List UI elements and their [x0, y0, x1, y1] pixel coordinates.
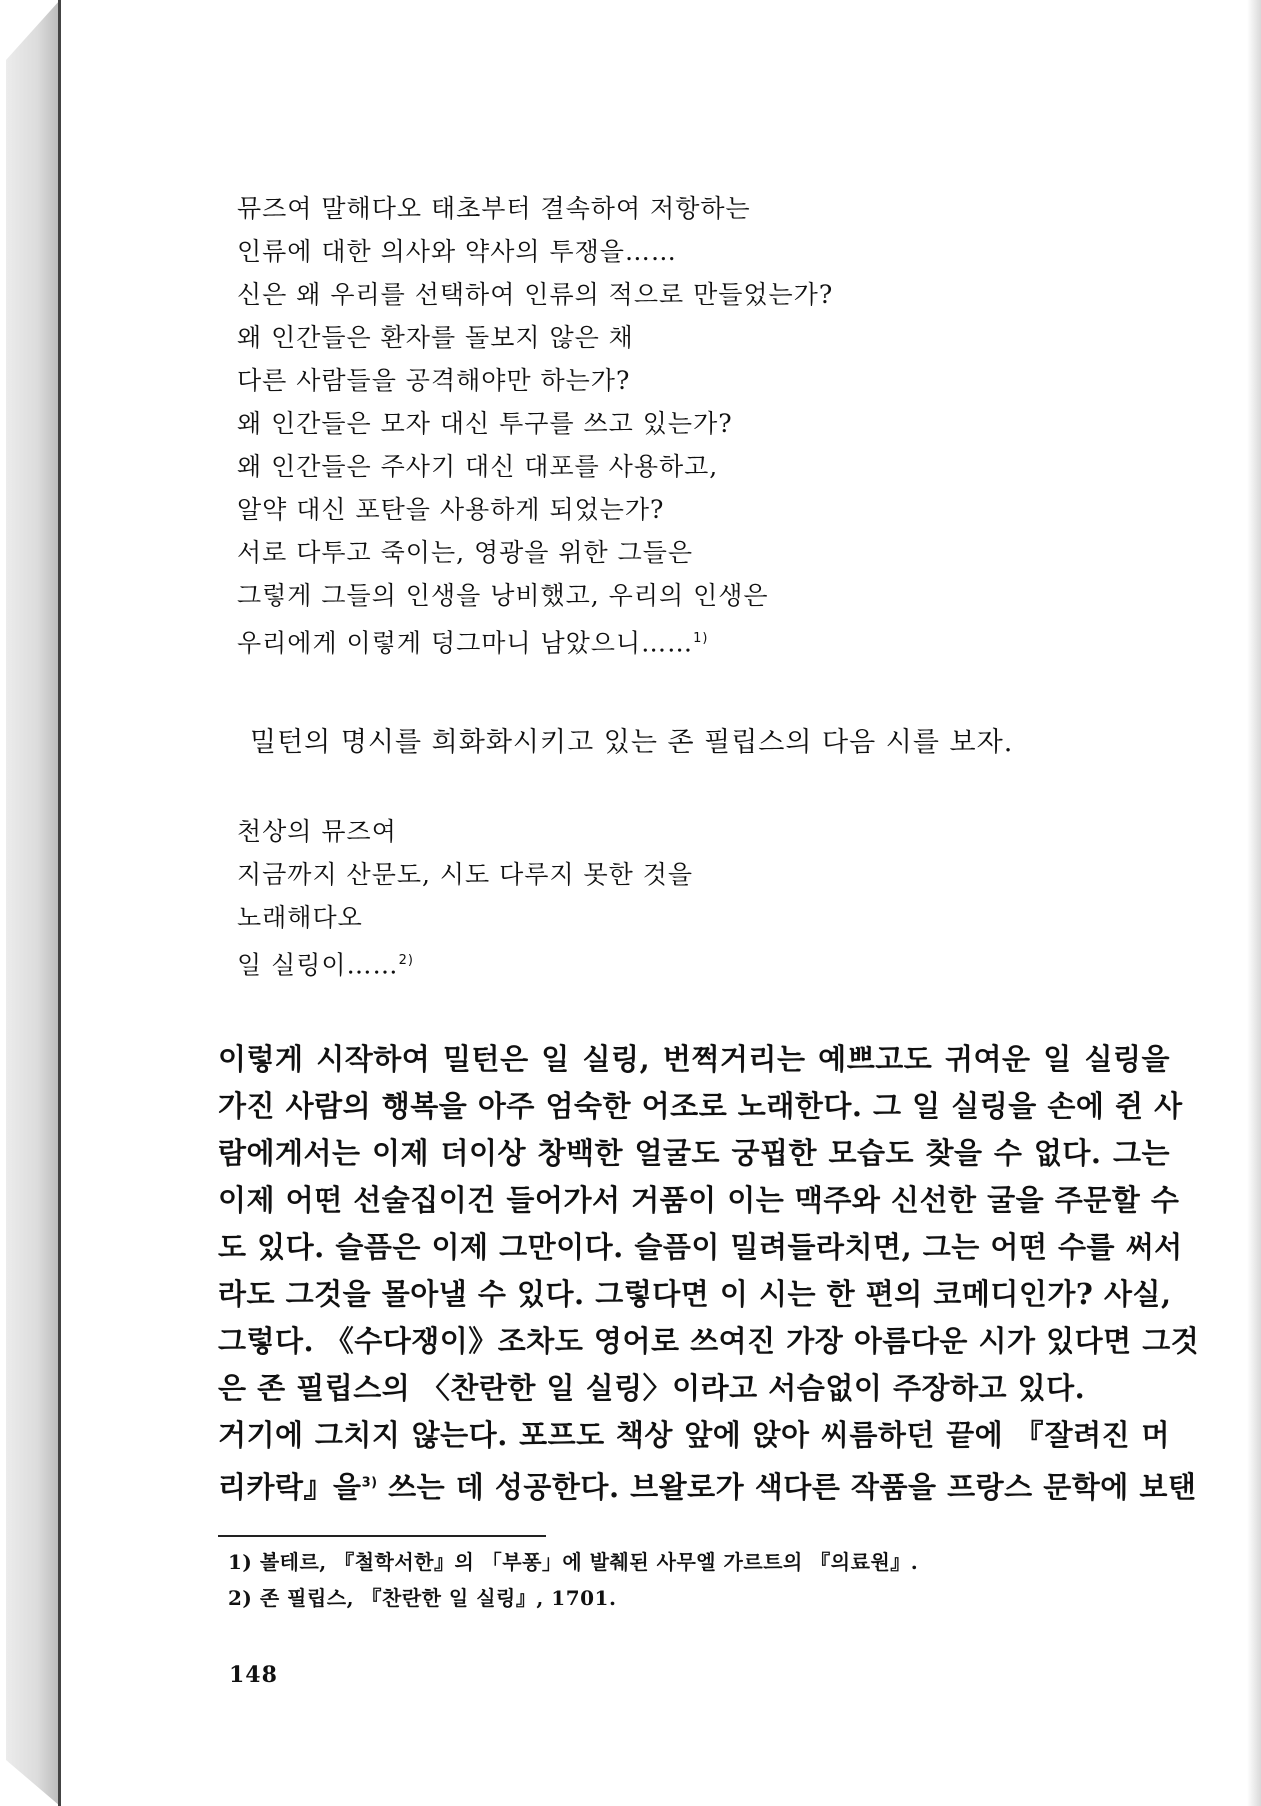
body-line: 이제 어떤 선술집이건 들어가서 거품이 이는 맥주와 신선한 굴을 주문할 수 — [218, 1183, 1180, 1217]
poem-line: 노래해다오 — [237, 903, 363, 932]
poem-line: 그렇게 그들의 인생을 낭비했고, 우리의 인생은 — [237, 581, 769, 610]
footnote-divider — [218, 1535, 546, 1537]
footnote-2: 2) 존 필립스, 『찬란한 일 실링』, 1701. — [228, 1586, 617, 1610]
book-edge — [6, 0, 60, 1806]
body-line: 라도 그것을 몰아낼 수 있다. 그렇다면 이 시는 한 편의 코메디인가? 사실, — [218, 1277, 1172, 1311]
body-line: 도 있다. 슬픔은 이제 그만이다. 슬픔이 밀려들라치면, 그는 어떤 수를 써서 — [218, 1230, 1183, 1264]
book-spine-line — [58, 0, 61, 1806]
footnote-ref: 2) — [398, 953, 414, 968]
poem-line — [237, 617, 833, 660]
body-line — [218, 1459, 1197, 1506]
body-line: 은 존 필립스의 〈찬란한 일 실링〉이라고 서슴없이 주장하고 있다. — [218, 1371, 1086, 1405]
poem-line: 알약 대신 포탄을 사용하게 되었는가? — [237, 495, 665, 524]
footnote-1: 1) 볼테르, 『철학서한』의 「부퐁」에 발췌된 사무엘 가르트의 『의료원』. — [228, 1550, 919, 1574]
poem-line-text: 일 실링이…… — [237, 950, 399, 980]
book-page — [62, 0, 1247, 1806]
poem-line: 서로 다투고 죽이는, 영광을 위한 그들은 — [237, 538, 694, 567]
body-line: 거기에 그치지 않는다. 포프도 책상 앞에 앉아 씨름하던 끝에 『잘려진 머 — [218, 1418, 1170, 1452]
poem-line-text: 우리에게 이렇게 덩그마니 남았으니…… — [237, 628, 694, 658]
body-text — [218, 1036, 1200, 1506]
poem-line: 다른 사람들을 공격해야만 하는가? — [237, 366, 631, 395]
body-line-text: 리카락』을$^{3)}$ 쓰는 데 성공한다. 브왈로가 색다른 작품을 프랑스 문학에 보탠 — [218, 1469, 1197, 1504]
body-line: 가진 사람의 행복을 아주 엄숙한 어조로 노래한다. 그 일 실링을 손에 쥔 사 — [218, 1089, 1183, 1123]
poem-line: 뮤즈여 말해다오 태초부터 결속하여 저항하는 — [237, 194, 751, 223]
poem-line: 신은 왜 우리를 선택하여 인류의 적으로 만들었는가? — [237, 280, 834, 309]
poem-line: 지금까지 산문도, 시도 다루지 못한 것을 — [237, 860, 694, 889]
footnote-ref: 1) — [693, 631, 709, 646]
poem-line: 왜 인간들은 환자를 돌보지 않은 채 — [237, 323, 634, 352]
body-line: 람에게서는 이제 더이상 창백한 얼굴도 궁핍한 모습도 찾을 수 없다. 그는 — [218, 1136, 1170, 1170]
poem-line: 왜 인간들은 모자 대신 투구를 쓰고 있는가? — [237, 409, 733, 438]
footnotes — [228, 1544, 918, 1616]
intro-sentence: 밀턴의 명시를 희화화시키고 있는 존 필립스의 다음 시를 보자. — [250, 727, 1014, 758]
poem-excerpt-1 — [237, 187, 833, 660]
page-number: 148 — [229, 1662, 278, 1688]
footnote-ref: 3) — [361, 1475, 378, 1490]
body-line: 이렇게 시작하여 밀턴은 일 실링, 번쩍거리는 예쁘고도 귀여운 일 실링을 — [218, 1042, 1170, 1076]
poem-line: 왜 인간들은 주사기 대신 대포를 사용하고, — [237, 452, 719, 481]
poem-line: 인류에 대한 의사와 약사의 투쟁을…… — [237, 237, 677, 266]
page-shadow — [1247, 0, 1261, 1806]
poem-line — [237, 939, 693, 982]
poem-excerpt-2 — [237, 810, 693, 982]
body-line: 그렇다. 《수다쟁이》조차도 영어로 쓰여진 가장 아름다운 시가 있다면 그것 — [218, 1324, 1200, 1358]
poem-line: 천상의 뮤즈여 — [237, 817, 397, 846]
